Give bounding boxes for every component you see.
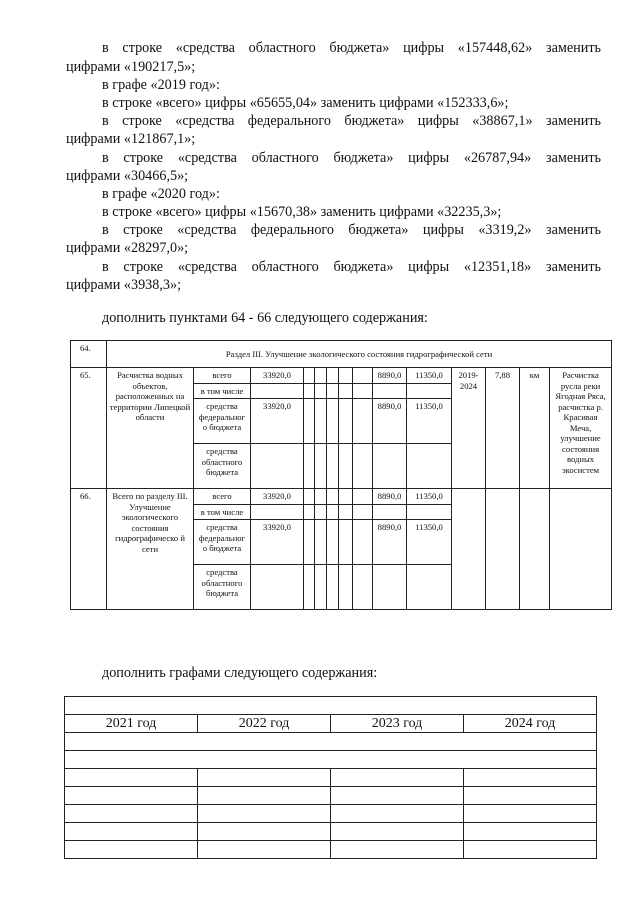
funding-label: средства федеральног о бюджета: [194, 520, 251, 565]
row-number: 66.: [71, 489, 107, 610]
year-header: 2024 год: [464, 715, 597, 733]
funding-value-a: 8890,0: [373, 520, 407, 565]
funding-total: 33920,0: [251, 399, 304, 444]
expected-result: Расчистка русла реки Ягодная Ряса, расчистка р. Красивая Меча, улучшение состояния водных экосистем: [550, 368, 612, 489]
text-line-3: в графе «2019 год»:: [102, 77, 220, 93]
text-line-1: в строке «средства областного бюджета» цифры «157448,62» заменить: [102, 40, 601, 56]
funding-value-a: 8890,0: [373, 489, 407, 505]
text-line-4: в строке «всего» цифры «65655,04» заменить цифрами «152333,6»;: [102, 95, 509, 111]
table-row-64: [71, 341, 612, 368]
funding-label: всего: [194, 368, 251, 384]
text-line-11: в строке «средства федерального бюджета» цифры «3319,2» заменить: [102, 222, 601, 238]
funding-total: 33920,0: [251, 489, 304, 505]
program-table: [70, 340, 612, 610]
text-line-13: в строке «средства областного бюджета» цифры «12351,18» заменить: [102, 259, 601, 275]
years-table: [64, 696, 597, 859]
year-header: 2023 год: [331, 715, 464, 733]
text-line-12: цифрами «28297,0»;: [66, 240, 189, 256]
section-title: Раздел III. Улучшение экологического состояния гидрографической сети: [107, 341, 612, 368]
funding-value-a: 8890,0: [373, 399, 407, 444]
text-line-14: цифрами «3938,3»;: [66, 277, 182, 293]
text-line-7: в строке «средства областного бюджета» цифры «26787,94» заменить: [102, 150, 601, 166]
text-line-10: в строке «всего» цифры «15670,38» заменить цифрами «32235,3»;: [102, 204, 502, 220]
text-line-8: цифрами «30466,5»;: [66, 168, 189, 184]
funding-label: средства областного бюджета: [194, 444, 251, 489]
row-number: 64.: [71, 341, 107, 368]
row-number: 65.: [71, 368, 107, 489]
measure-name: Всего по разделу III. Улучшение экологического состояния гидрографическо й сети: [107, 489, 194, 610]
period: 2019-2024: [452, 368, 486, 489]
funding-label: средства областного бюджета: [194, 565, 251, 610]
funding-label: в том числе: [194, 383, 251, 399]
append-points-heading: дополнить пунктами 64 - 66 следующего содержания:: [102, 310, 428, 326]
text-line-2: цифрами «190217,5»;: [66, 59, 196, 75]
funding-value-b: 11350,0: [407, 368, 452, 384]
funding-label: средства федеральног о бюджета: [194, 399, 251, 444]
year-header: 2021 год: [65, 715, 198, 733]
indicator-unit: км: [520, 368, 550, 489]
measure-name: Расчистка водных объектов, расположенных на территории Липецкой области: [107, 368, 194, 489]
text-line-6: цифрами «121867,1»;: [66, 131, 196, 147]
funding-label: в том числе: [194, 504, 251, 520]
years-header-row: [65, 715, 597, 733]
text-line-9: в графе «2020 год»:: [102, 186, 220, 202]
year-header: 2022 год: [198, 715, 331, 733]
funding-value-a: 8890,0: [373, 368, 407, 384]
funding-label: всего: [194, 489, 251, 505]
indicator-value: 7,88: [486, 368, 520, 489]
funding-value-b: 11350,0: [407, 399, 452, 444]
funding-value-b: 11350,0: [407, 489, 452, 505]
table-row-66: [71, 489, 612, 505]
funding-total: 33920,0: [251, 368, 304, 384]
table-row-65: [71, 368, 612, 384]
funding-value-b: 11350,0: [407, 520, 452, 565]
append-columns-heading: дополнить графами следующего содержания:: [102, 665, 378, 681]
text-line-5: в строке «средства федерального бюджета» цифры «38867,1» заменить: [102, 113, 601, 129]
funding-total: 33920,0: [251, 520, 304, 565]
